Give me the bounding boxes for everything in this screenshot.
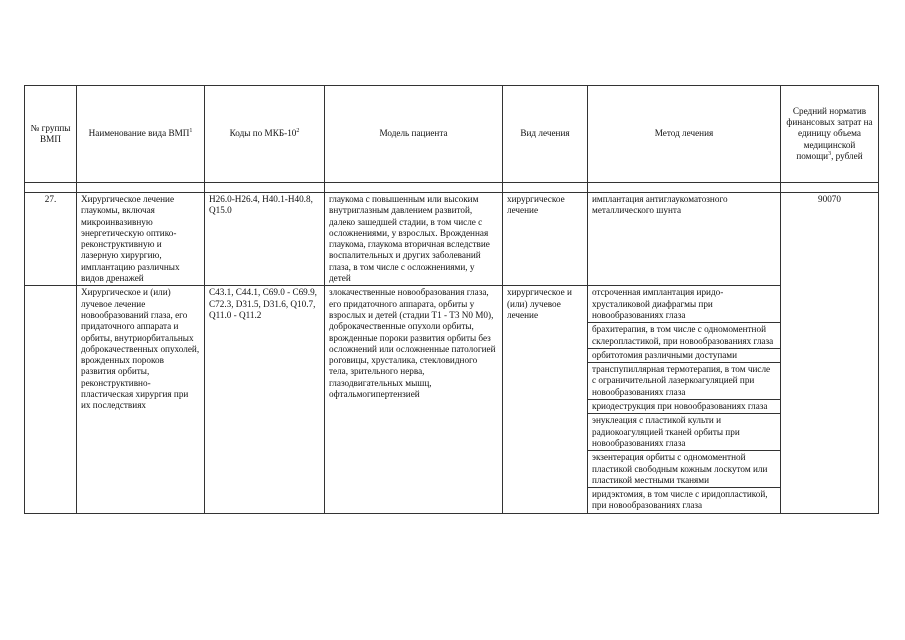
row-num: 27. <box>25 193 77 286</box>
row-codes: C43.1, C44.1, C69.0 - C69.9, C72.3, D31.5, D31.6, Q10.7, Q11.0 - Q11.2 <box>205 286 325 513</box>
header-model: Модель пациента <box>325 86 503 183</box>
header-treatment-type: Вид лечения <box>503 86 588 183</box>
row-methods <box>588 286 781 513</box>
method-item: брахитерапия, в том числе с одномоментной склеропластикой, при новообразованиях глаза <box>588 323 780 349</box>
row-treatment-type: хирургическое и (или) лучевое лечение <box>503 286 588 513</box>
method-item: имплантация антиглаукоматозного металлического шунта <box>592 194 728 216</box>
method-item: орбитотомия различными доступами <box>588 349 780 363</box>
row-name: Хирургическое и (или) лучевое лечение новообразований глаза, его придаточного аппарата и орбиты, внутриорбитальных доброкачественных опухолей, врожденных пороков развития орбиты, реконструктивно-пластическая хирургия при их последствиях <box>77 286 205 513</box>
method-item: экзентерация орбиты с одномоментной пластикой свободным кожным лоскутом или пластикой местными тканями <box>588 451 780 488</box>
row-cost: 90070 <box>781 193 879 514</box>
row-name: Хирургическое лечение глаукомы, включая микроинвазивную энергетическую оптико-реконструктивную и лазерную хирургию, имплантацию различных видов дренажей <box>77 193 205 286</box>
header-codes: Коды по МКБ-$10^2$ <box>205 86 325 183</box>
vmp-table <box>24 85 879 514</box>
header-method: Метод лечения <box>588 86 781 183</box>
table-row <box>25 193 879 286</box>
row-methods <box>588 193 781 286</box>
header-name: Наименование вида ВМП$^1$ <box>77 86 205 183</box>
row-num <box>25 286 77 513</box>
header-cost: Средний норматив финансовых затрат на единицу объема медицинской помощи$^3$, рублей <box>781 86 879 183</box>
table-row <box>25 286 879 513</box>
method-item: иридэктомия, в том числе с иридопластикой, при новообразованиях глаза <box>592 489 768 511</box>
header-num: № группы ВМП <box>25 86 77 183</box>
method-item: энуклеация с пластикой культи и радиокоагуляцией тканей орбиты при новообразованиях глаза <box>588 414 780 451</box>
row-codes: H26.0-H26.4, H40.1-H40.8, Q15.0 <box>205 193 325 286</box>
method-item: отсроченная имплантация иридо-хрусталиковой диафрагмы при новообразованиях глаза <box>588 286 780 323</box>
spacer-row <box>25 183 879 193</box>
method-item: криодеструкция при новообразованиях глаза <box>588 400 780 414</box>
method-item: транспупиллярная термотерапия, в том числе с ограничительной лазеркоагуляцией при новообразованиях глаза <box>588 363 780 400</box>
row-treatment-type: хирургическое лечение <box>503 193 588 286</box>
header-row <box>25 86 879 183</box>
row-model: глаукома с повышенным или высоким внутриглазным давлением развитой, далеко зашедшей стадии, в том числе с осложнениями, у взрослых. Врожденная глаукома, глаукома вторичная вследствие воспалительных и других заболеваний глаза, в том числе с осложнениями, у детей <box>325 193 503 286</box>
row-model: злокачественные новообразования глаза, его придаточного аппарата, орбиты у взрослых и детей (стадии T1 - T3 N0 M0), доброкачественные опухоли орбиты, врожденные пороки развития орбиты без осложнений или осложненные патологией роговицы, хрусталика, стекловидного тела, зрительного нерва, глазодвигательных мышц, офтальмогипертензией <box>325 286 503 513</box>
